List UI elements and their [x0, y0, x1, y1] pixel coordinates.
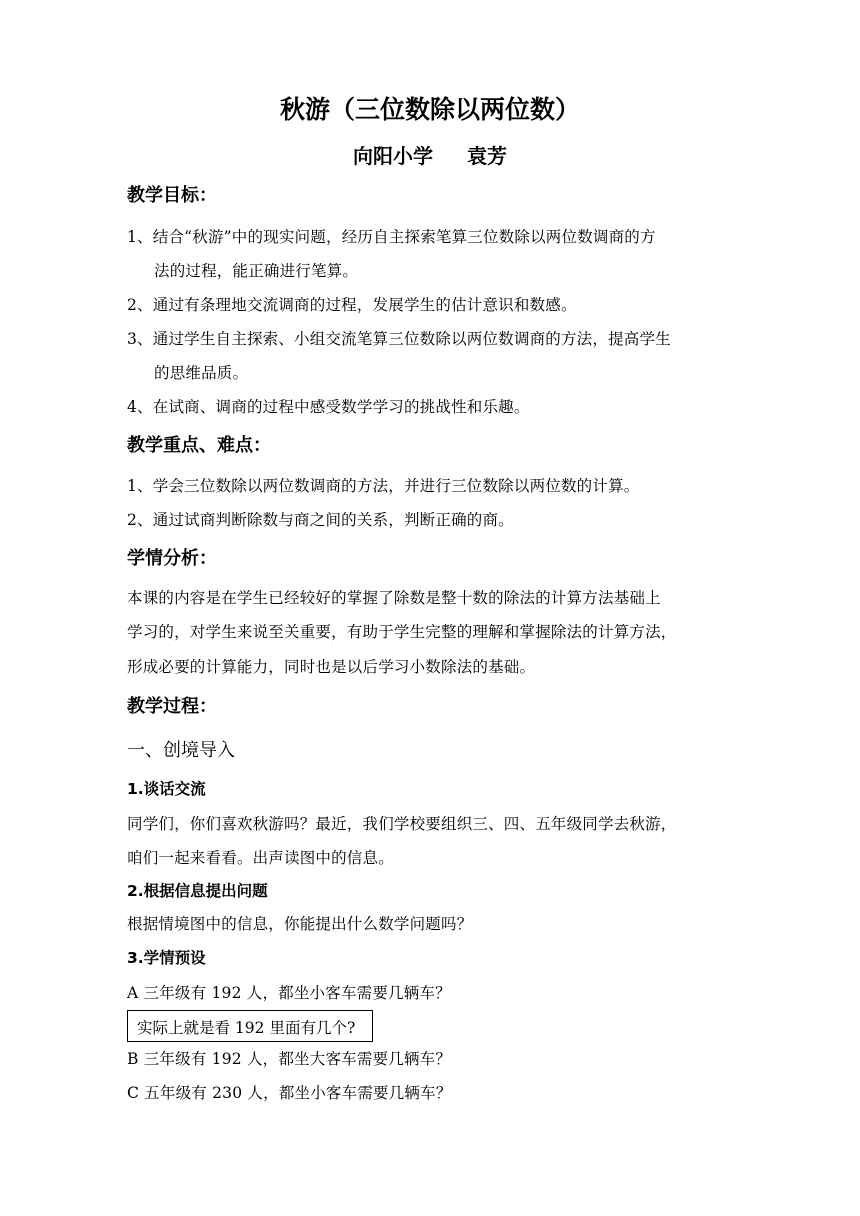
analysis-line: 学习的，对学生来说至关重要，有助于学生完整的理解和掌握除法的计算方法， [127, 623, 677, 641]
section-heading: 一、创境导入 [127, 740, 235, 761]
author-line [0, 140, 860, 169]
analysis-line: 形成必要的计算能力，同时也是以后学习小数除法的基础。 [127, 658, 536, 676]
step-heading: 3.学情预设 [127, 949, 206, 967]
note-text: 实际上就是看 192 里面有几个? [137, 1019, 356, 1037]
keypoints-heading: 教学重点、难点： [127, 435, 271, 456]
goals-line: 法的过程，能正确进行笔算。 [154, 262, 359, 280]
step-heading: 2.根据信息提出问题 [127, 882, 268, 900]
analysis-line: 本课的内容是在学生已经较好的掌握了除数是整十数的除法的计算方法基础上 [127, 589, 661, 607]
goals-line: 的思维品质。 [154, 364, 249, 382]
step-text: 咱们一起来看看。出声读图中的信息。 [127, 849, 394, 867]
keypoints-line: 2、通过试商判断除数与商之间的关系，判断正确的商。 [127, 511, 514, 529]
page-title: 秋游（三位数除以两位数） [279, 95, 580, 124]
analysis-heading: 学情分析： [127, 548, 217, 569]
scenario-a: A 三年级有 192 人，都坐小客车需要几辆车？ [127, 984, 451, 1002]
author-name: 袁芳 [467, 144, 507, 168]
step-text: 同学们，你们喜欢秋游吗？最近，我们学校要组织三、四、五年级同学去秋游， [127, 815, 677, 833]
keypoints-line: 1、学会三位数除以两位数调商的方法，并进行三位数除以两位数的计算。 [127, 477, 640, 495]
school-name: 向阳小学 [353, 144, 433, 168]
scenario-c: C 五年级有 230 人，都坐小客车需要几辆车？ [127, 1084, 452, 1102]
step-text: 根据情境图中的信息，你能提出什么数学问题吗？ [127, 915, 473, 933]
process-heading: 教学过程： [127, 696, 217, 717]
goals-line: 4、在试商、调商的过程中感受数学学习的挑战性和乐趣。 [127, 398, 530, 416]
scenario-b: B 三年级有 192 人，都坐大客车需要几辆车？ [127, 1050, 452, 1068]
goals-line: 2、通过有条理地交流调商的过程，发展学生的估计意识和数感。 [127, 296, 577, 314]
goals-line: 3、通过学生自主探索、小组交流笔算三位数除以两位数调商的方法，提高学生 [127, 330, 671, 348]
goals-heading: 教学目标： [127, 185, 217, 206]
step-heading: 1.谈话交流 [127, 780, 206, 798]
goals-line: 1、结合“秋游”中的现实问题，经历自主探索笔算三位数除以两位数调商的方 [127, 228, 656, 246]
note-box [127, 1010, 373, 1042]
